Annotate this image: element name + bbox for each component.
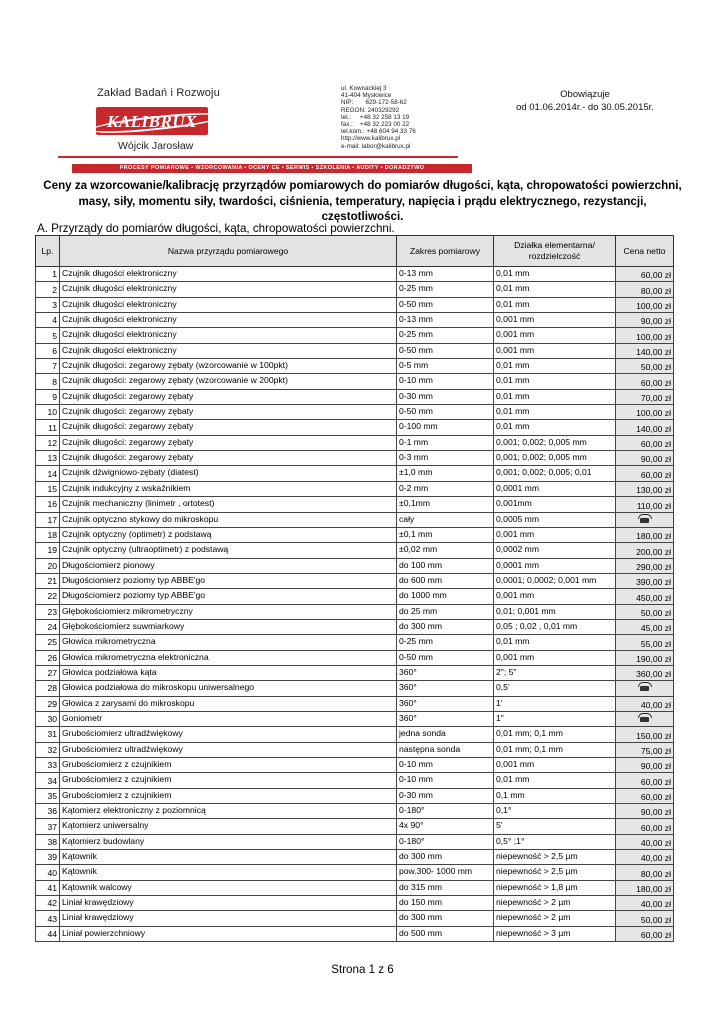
row-division: niepewność > 3 µm [494,926,616,941]
row-division: niepewność > 2,5 µm [494,850,616,865]
row-name: Czujnik długości: zegarowy zębaty [60,451,397,466]
table-row [36,926,674,941]
row-price: 80,00 zł [616,865,674,880]
row-price: 60,00 zł [616,773,674,788]
contact-line: NIP: 629-172-58-62 [341,99,407,107]
row-lp: 26 [36,650,60,665]
table-row [36,359,674,374]
row-division: 2"; 5" [494,665,616,680]
row-range: ±1,0 mm [397,466,494,481]
header-name: Nazwa przyrządu pomiarowego [60,236,397,267]
row-name: Czujnik długości elektroniczny [60,328,397,343]
row-name: Czujnik długości: zegarowy zębaty [60,435,397,450]
row-range: 0-50 mm [397,650,494,665]
table-row [36,297,674,312]
row-range: 360° [397,681,494,696]
row-lp: 11 [36,420,60,435]
table-row [36,911,674,926]
table-row [36,880,674,895]
row-lp: 42 [36,896,60,911]
row-lp: 15 [36,481,60,496]
row-range: do 100 mm [397,558,494,573]
row-range: 360° [397,711,494,726]
row-division: 0,001 mm [494,650,616,665]
row-price: 90,00 zł [616,758,674,773]
table-row [36,282,674,297]
row-lp: 10 [36,405,60,420]
table-row [36,313,674,328]
row-price: 55,00 zł [616,635,674,650]
phone-icon [637,514,652,523]
row-division: 0,0002 mm [494,543,616,558]
row-range: 0-10 mm [397,773,494,788]
row-name: Liniał krawędziowy [60,911,397,926]
table-row [36,604,674,619]
table-row [36,343,674,358]
row-price: 75,00 zł [616,742,674,757]
row-range: 0-10 mm [397,758,494,773]
row-range: 0-13 mm [397,267,494,282]
row-name: Grubościomierz ultradźwiękowy [60,727,397,742]
row-range: 0-3 mm [397,451,494,466]
header-division: Działka elementarna/ rozdzielczość [494,236,616,267]
row-price: 140,00 zł [616,420,674,435]
row-lp: 5 [36,328,60,343]
row-division: 0,01 mm [494,420,616,435]
row-range: 0-10 mm [397,374,494,389]
row-lp: 8 [36,374,60,389]
row-price: 40,00 zł [616,834,674,849]
row-lp: 24 [36,619,60,634]
row-price: 40,00 zł [616,896,674,911]
table-row [36,758,674,773]
contact-line: http://www.kalibrux.pl [341,135,401,143]
logo-text: KALIBRUX [107,112,197,131]
row-lp: 17 [36,512,60,527]
row-division: 0,01; 0,001 mm [494,604,616,619]
table-row [36,681,674,696]
table-row [36,850,674,865]
validity-block [510,88,660,114]
table-row [36,665,674,680]
row-range: 0-180° [397,834,494,849]
section-heading: A. Przyrządy do pomiarów długości, kąta, chropowatości powierzchni. [37,222,395,235]
row-name: Czujnik długości: zegarowy zębaty [60,420,397,435]
row-name: Czujnik indukcyjny z wskaźnikiem [60,481,397,496]
row-lp: 33 [36,758,60,773]
row-range: 0-2 mm [397,481,494,496]
row-name: Czujnik długości elektroniczny [60,313,397,328]
table-row [36,389,674,404]
row-range: do 300 mm [397,850,494,865]
row-name: Kątownik walcowy [60,880,397,895]
kalibrux-logo [96,107,208,135]
row-lp: 19 [36,543,60,558]
row-price: 110,00 zł [616,497,674,512]
row-name: Głowica z zarysami do mikroskopu [60,696,397,711]
table-row [36,788,674,803]
table-row [36,727,674,742]
row-lp: 43 [36,911,60,926]
row-division: 0,0001 mm [494,481,616,496]
table-row [36,589,674,604]
row-name: Kątomierz uniwersalny [60,819,397,834]
row-range: pow.300- 1000 mm [397,865,494,880]
row-range: do 300 mm [397,911,494,926]
row-lp: 40 [36,865,60,880]
row-lp: 23 [36,604,60,619]
row-division: 0,001 mm [494,527,616,542]
row-range: 0-25 mm [397,328,494,343]
row-lp: 1 [36,267,60,282]
row-name: Liniał krawędziowy [60,896,397,911]
table-row [36,405,674,420]
row-range: 0-100 mm [397,420,494,435]
row-name: Głowica mikrometryczna [60,635,397,650]
table-row [36,497,674,512]
row-lp: 12 [36,435,60,450]
row-name: Grubościomierz z czujnikiem [60,758,397,773]
row-range: jedna sonda [397,727,494,742]
row-price: 180,00 zł [616,880,674,895]
contact-block [341,85,416,150]
table-row [36,328,674,343]
contact-line: ul. Kownackiej 3 [341,85,387,92]
table-row [36,466,674,481]
row-name: Czujnik optyczny (ultraoptimetr) z podstawą [60,543,397,558]
row-division: 0,01 mm [494,267,616,282]
validity-label: Obowiązuje [560,89,610,100]
row-range: 0-50 mm [397,343,494,358]
row-range: 0-13 mm [397,313,494,328]
row-name: Grubościomierz ultradźwiękowy [60,742,397,757]
company-name: Zakład Badań i Rozwoju [97,87,221,99]
row-price: 190,00 zł [616,650,674,665]
phone-icon [637,713,652,722]
table-header-row [36,236,674,267]
document-title: Ceny za wzorcowanie/kalibrację przyrządów pomiarowych do pomiarów długości, kąta, chropowatości powierzchni, masy, siły, momentu siły, twardości, ciśnienia, temperatury, napięcia i prądu elektrycznego, rezystancji, częstotliwości. [43,179,682,224]
row-price [616,711,674,726]
row-name: Czujnik dźwigniowo-zębaty (diatest) [60,466,397,481]
row-division: 0,001mm [494,497,616,512]
row-range: 4x 90° [397,819,494,834]
row-name: Czujnik długości: zegarowy zębaty (wzorcowanie w 100pkt) [60,359,397,374]
contact-line: REGON: 240329292 [341,106,400,114]
row-range: do 150 mm [397,896,494,911]
table-row [36,773,674,788]
table-row [36,650,674,665]
row-name: Głowica podziałowa kąta [60,665,397,680]
row-range: do 300 mm [397,619,494,634]
row-division: 0,01 mm [494,359,616,374]
page-number: Strona 1 z 6 [331,963,394,976]
row-price: 60,00 zł [616,374,674,389]
row-division: 0,001 mm [494,758,616,773]
row-division: 0,01 mm [494,282,616,297]
row-division: 0,01 mm [494,405,616,420]
row-division: 5' [494,819,616,834]
row-division: 0,01 mm [494,773,616,788]
table-row [36,420,674,435]
table-row [36,711,674,726]
row-division: 0,1° [494,804,616,819]
row-lp: 38 [36,834,60,849]
row-price: 40,00 zł [616,696,674,711]
row-division: 0,5° ;1° [494,834,616,849]
row-range: do 1000 mm [397,589,494,604]
row-price: 90,00 zł [616,313,674,328]
phone-icon [637,682,652,691]
row-lp: 21 [36,573,60,588]
row-name: Czujnik długości elektroniczny [60,282,397,297]
table-row [36,435,674,450]
row-division: 0,001 mm [494,589,616,604]
row-range: 0-50 mm [397,297,494,312]
price-table [35,235,674,942]
row-name: Czujnik długości: zegarowy zębaty [60,405,397,420]
table-row [36,267,674,282]
row-price: 100,00 zł [616,328,674,343]
row-price [616,512,674,527]
row-division: 0,001 mm [494,313,616,328]
row-price: 40,00 zł [616,850,674,865]
table-row [36,696,674,711]
row-range: 0-25 mm [397,282,494,297]
row-lp: 3 [36,297,60,312]
contact-line: fax.: +48 32 223 00 22 [341,121,410,129]
row-price: 45,00 zł [616,619,674,634]
row-name: Czujnik długości: zegarowy zębaty [60,389,397,404]
row-range: 0-5 mm [397,359,494,374]
row-price: 150,00 zł [616,727,674,742]
row-name: Kątownik [60,865,397,880]
row-price: 60,00 zł [616,926,674,941]
row-price: 50,00 zł [616,911,674,926]
row-price: 450,00 zł [616,589,674,604]
row-lp: 30 [36,711,60,726]
row-lp: 20 [36,558,60,573]
row-range: 0-1 mm [397,435,494,450]
row-range: ±0,02 mm [397,543,494,558]
row-lp: 37 [36,819,60,834]
table-row [36,558,674,573]
table-row [36,527,674,542]
contact-line: 41-404 Mysłowice [341,92,392,100]
row-range: cały [397,512,494,527]
row-name: Czujnik optyczny (optimetr) z podstawą [60,527,397,542]
row-price: 100,00 zł [616,297,674,312]
table-body [36,267,674,942]
row-lp: 27 [36,665,60,680]
row-name: Kątomierz elektroniczny z poziomnicą [60,804,397,819]
row-range: następna sonda [397,742,494,757]
row-price: 100,00 zł [616,405,674,420]
row-lp: 31 [36,727,60,742]
row-range: do 500 mm [397,926,494,941]
row-price: 50,00 zł [616,359,674,374]
row-lp: 2 [36,282,60,297]
row-division: 0,01 mm [494,389,616,404]
row-division: 0,0001; 0,0002; 0,001 mm [494,573,616,588]
row-name: Kątomierz budowlany [60,834,397,849]
row-division: 0,001; 0,002; 0,005; 0,01 [494,466,616,481]
row-name: Głębokościomierz suwmiarkowy [60,619,397,634]
services-banner: PROCESY POMIAROWE • WZORCOWANIA • OCENY CE • SERWIS • SZKOLENIA • AUDITY • DORADZTWO [72,164,472,173]
row-division: 1' [494,696,616,711]
row-division: 0,0005 mm [494,512,616,527]
row-division: 0,1 mm [494,788,616,803]
contact-line: e-mail: labor@kalibrux.pl [341,142,411,150]
row-name: Długościomierz poziomy typ ABBE'go [60,589,397,604]
row-lp: 32 [36,742,60,757]
row-lp: 39 [36,850,60,865]
row-name: Czujnik długości elektroniczny [60,343,397,358]
table-row [36,543,674,558]
row-name: Czujnik długości elektroniczny [60,267,397,282]
row-name: Długościomierz pionowy [60,558,397,573]
row-range: ±0,1 mm [397,527,494,542]
row-range: ±0,1mm [397,497,494,512]
row-division: niepewność > 1,8 µm [494,880,616,895]
row-lp: 44 [36,926,60,941]
table-row [36,865,674,880]
row-division: niepewność > 2,5 µm [494,865,616,880]
row-division: 0,001; 0,002; 0,005 mm [494,435,616,450]
row-name: Liniał powierzchniowy [60,926,397,941]
row-lp: 9 [36,389,60,404]
row-range: 0-180° [397,804,494,819]
table-row [36,635,674,650]
row-division: 0,01 mm [494,635,616,650]
row-division: 0,0001 mm [494,558,616,573]
row-division: 0,01 mm [494,297,616,312]
row-lp: 22 [36,589,60,604]
row-lp: 4 [36,313,60,328]
row-lp: 36 [36,804,60,819]
row-name: Czujnik długości elektroniczny [60,297,397,312]
row-division: 0,001; 0,002; 0,005 mm [494,451,616,466]
row-price: 130,00 zł [616,481,674,496]
contact-line: tel.kom.: +48 604 94 33 76 [341,128,416,136]
row-name: Goniometr [60,711,397,726]
row-name: Grubościomierz z czujnikiem [60,788,397,803]
row-lp: 6 [36,343,60,358]
row-name: Długościomierz poziomy typ ABBE'go [60,573,397,588]
row-name: Czujnik optyczno stykowy do mikroskopu [60,512,397,527]
row-lp: 18 [36,527,60,542]
row-price: 60,00 zł [616,267,674,282]
row-price [616,681,674,696]
row-lp: 16 [36,497,60,512]
header-price: Cena netto [616,236,674,267]
row-division: 0,001 mm [494,343,616,358]
row-range: 0-25 mm [397,635,494,650]
table-row [36,451,674,466]
row-price: 80,00 zł [616,282,674,297]
row-name: Grubościomierz z czujnikiem [60,773,397,788]
table-row [36,573,674,588]
row-price: 90,00 zł [616,804,674,819]
row-range: do 600 mm [397,573,494,588]
row-name: Kątownik [60,850,397,865]
row-lp: 14 [36,466,60,481]
row-name: Głębokościomierz mikrometryczny [60,604,397,619]
row-range: 360° [397,696,494,711]
row-price: 290,00 zł [616,558,674,573]
row-price: 200,00 zł [616,543,674,558]
row-range: 0-50 mm [397,405,494,420]
table-row [36,742,674,757]
owner-name: Wójcik Jarosław [118,140,194,152]
row-price: 360,00 zł [616,665,674,680]
row-price: 140,00 zł [616,343,674,358]
row-price: 60,00 zł [616,819,674,834]
row-name: Głowica mikrometryczna elektroniczna [60,650,397,665]
table-row [36,481,674,496]
row-name: Czujnik długości: zegarowy zębaty (wzorcowanie w 200pkt) [60,374,397,389]
row-range: do 315 mm [397,880,494,895]
table-row [36,374,674,389]
table-row [36,619,674,634]
row-range: 0-30 mm [397,389,494,404]
row-division: 0,5' [494,681,616,696]
row-price: 390,00 zł [616,573,674,588]
row-price: 60,00 zł [616,435,674,450]
row-name: Głowica podziałowa do mikroskopu uniwersalnego [60,681,397,696]
table-row [36,804,674,819]
contact-line: tel.: +48 32 258 13 19 [341,113,410,121]
row-lp: 34 [36,773,60,788]
header-divider [58,156,458,158]
row-lp: 28 [36,681,60,696]
row-price: 70,00 zł [616,389,674,404]
validity-period: od 01.06.2014r.- do 30.05.2015r. [516,102,654,113]
row-price: 180,00 zł [616,527,674,542]
table-row [36,834,674,849]
row-price: 90,00 zł [616,451,674,466]
row-lp: 13 [36,451,60,466]
row-range: 0-30 mm [397,788,494,803]
row-name: Czujnik mechaniczny (linimetr , ortotest) [60,497,397,512]
row-range: 360° [397,665,494,680]
row-lp: 25 [36,635,60,650]
row-division: 0,01 mm [494,374,616,389]
header-lp: Lp. [36,236,60,267]
row-division: 0,001 mm [494,328,616,343]
header-range: Zakres pomiarowy [397,236,494,267]
row-price: 50,00 zł [616,604,674,619]
row-price: 60,00 zł [616,788,674,803]
row-lp: 35 [36,788,60,803]
row-division: niepewność > 2 µm [494,911,616,926]
row-lp: 29 [36,696,60,711]
row-division: 0,01 mm; 0,1 mm [494,742,616,757]
row-division: 0,01 mm; 0,1 mm [494,727,616,742]
table-row [36,819,674,834]
row-range: do 25 mm [397,604,494,619]
table-row [36,896,674,911]
row-lp: 7 [36,359,60,374]
table-row [36,512,674,527]
row-division: 1" [494,711,616,726]
row-lp: 41 [36,880,60,895]
row-price: 60,00 zł [616,466,674,481]
row-division: niepewność > 2 µm [494,896,616,911]
row-division: 0,05 ; 0,02 , 0,01 mm [494,619,616,634]
